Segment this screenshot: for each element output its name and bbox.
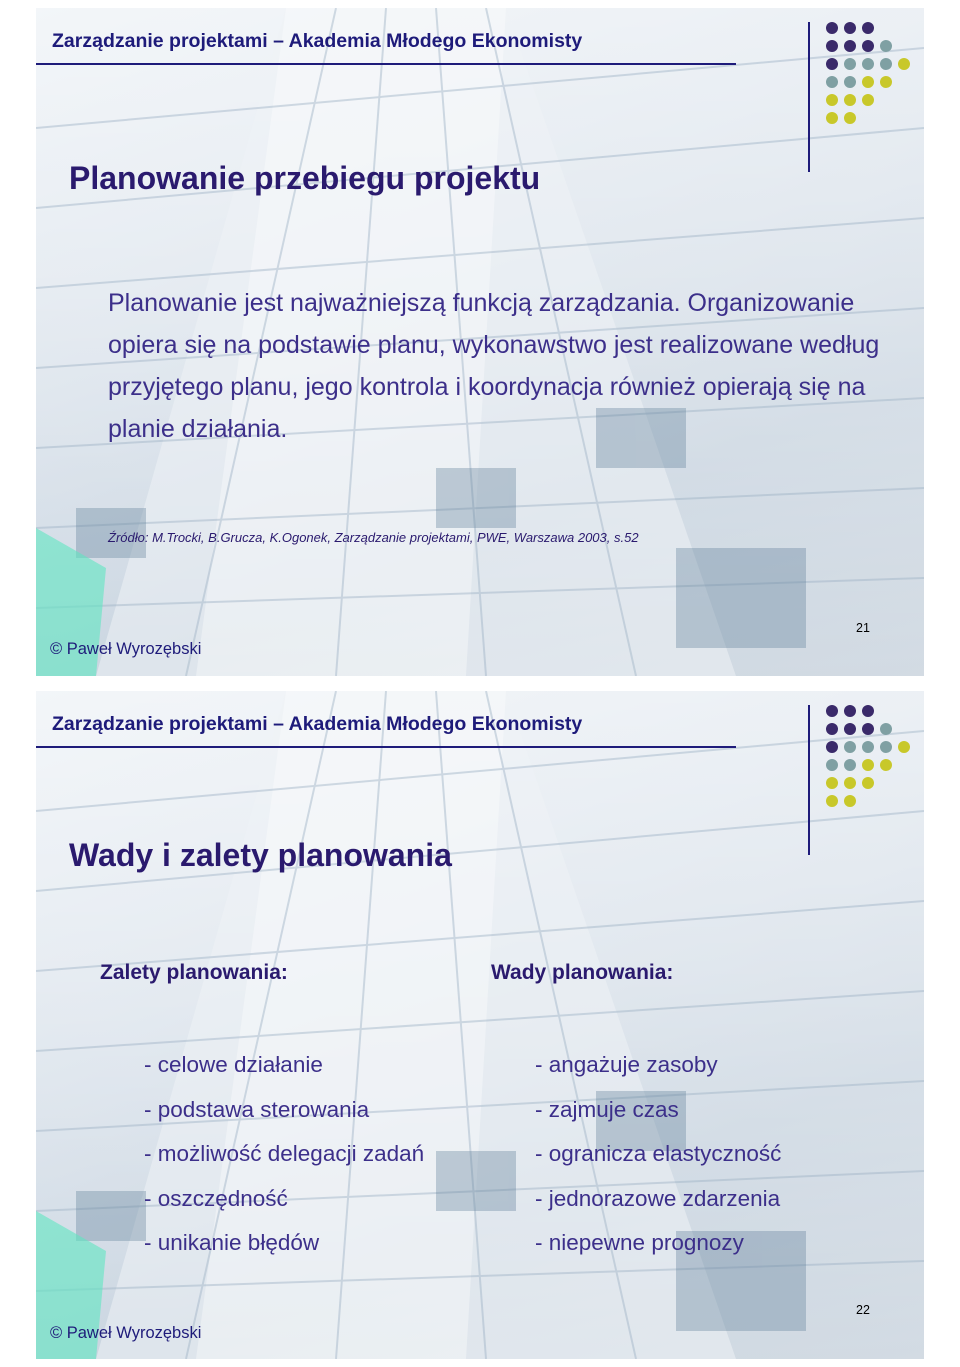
list-item: - ogranicza elastyczność [535,1141,782,1166]
slide-21 [36,8,924,676]
slide-title: Planowanie przebiegu projektu [69,160,541,196]
vertical-divider [808,22,810,172]
header-divider [36,63,736,65]
list-item: - podstawa sterowania [144,1096,370,1122]
slide-body-text: Planowanie jest najważniejszą funkcją zarządzania. Organizowanie opiera się na podstawie planu, wykonawstwo jest realizowane według przyjętego planu, jego kontrola i koordynacja również opierają się na planie działania. [108,289,880,443]
advantages-heading: Zalety planowania: [100,961,288,984]
list-item: - oszczędność [144,1185,288,1211]
list-item: - angażuje zasoby [535,1052,718,1077]
author-footer: © Paweł Wyrozębski [50,1324,202,1342]
decorative-dots-icon [826,22,924,142]
source-citation: Źródło: M.Trocki, B.Grucza, K.Ogonek, Zarządzanie projektami, PWE, Warszawa 2003, s.52 [108,530,639,545]
list-item: - zajmuje czas [535,1096,679,1122]
decorative-dots-icon [826,705,924,825]
slide-22 [36,691,924,1359]
list-item: - unikanie błędów [144,1230,320,1255]
list-item: - możliwość delegacji zadań [144,1141,425,1166]
list-item: - niepewne prognozy [535,1230,744,1255]
disadvantages-list [535,1043,781,1266]
header-divider [36,746,736,748]
author-footer: © Paweł Wyrozębski [50,640,202,658]
list-item: - jednorazowe zdarzenia [535,1185,781,1211]
page-number: 22 [856,1303,870,1317]
slide-header: Zarządzanie projektami – Akademia Młodego Ekonomisty [52,713,583,735]
vertical-divider [808,705,810,855]
page-number: 21 [856,621,870,635]
list-item: - celowe działanie [144,1052,323,1077]
slide-header: Zarządzanie projektami – Akademia Młodego Ekonomisty [52,30,583,52]
advantages-list [144,1043,424,1266]
slide-title: Wady i zalety planowania [69,837,452,873]
disadvantages-heading: Wady planowania: [491,961,674,984]
